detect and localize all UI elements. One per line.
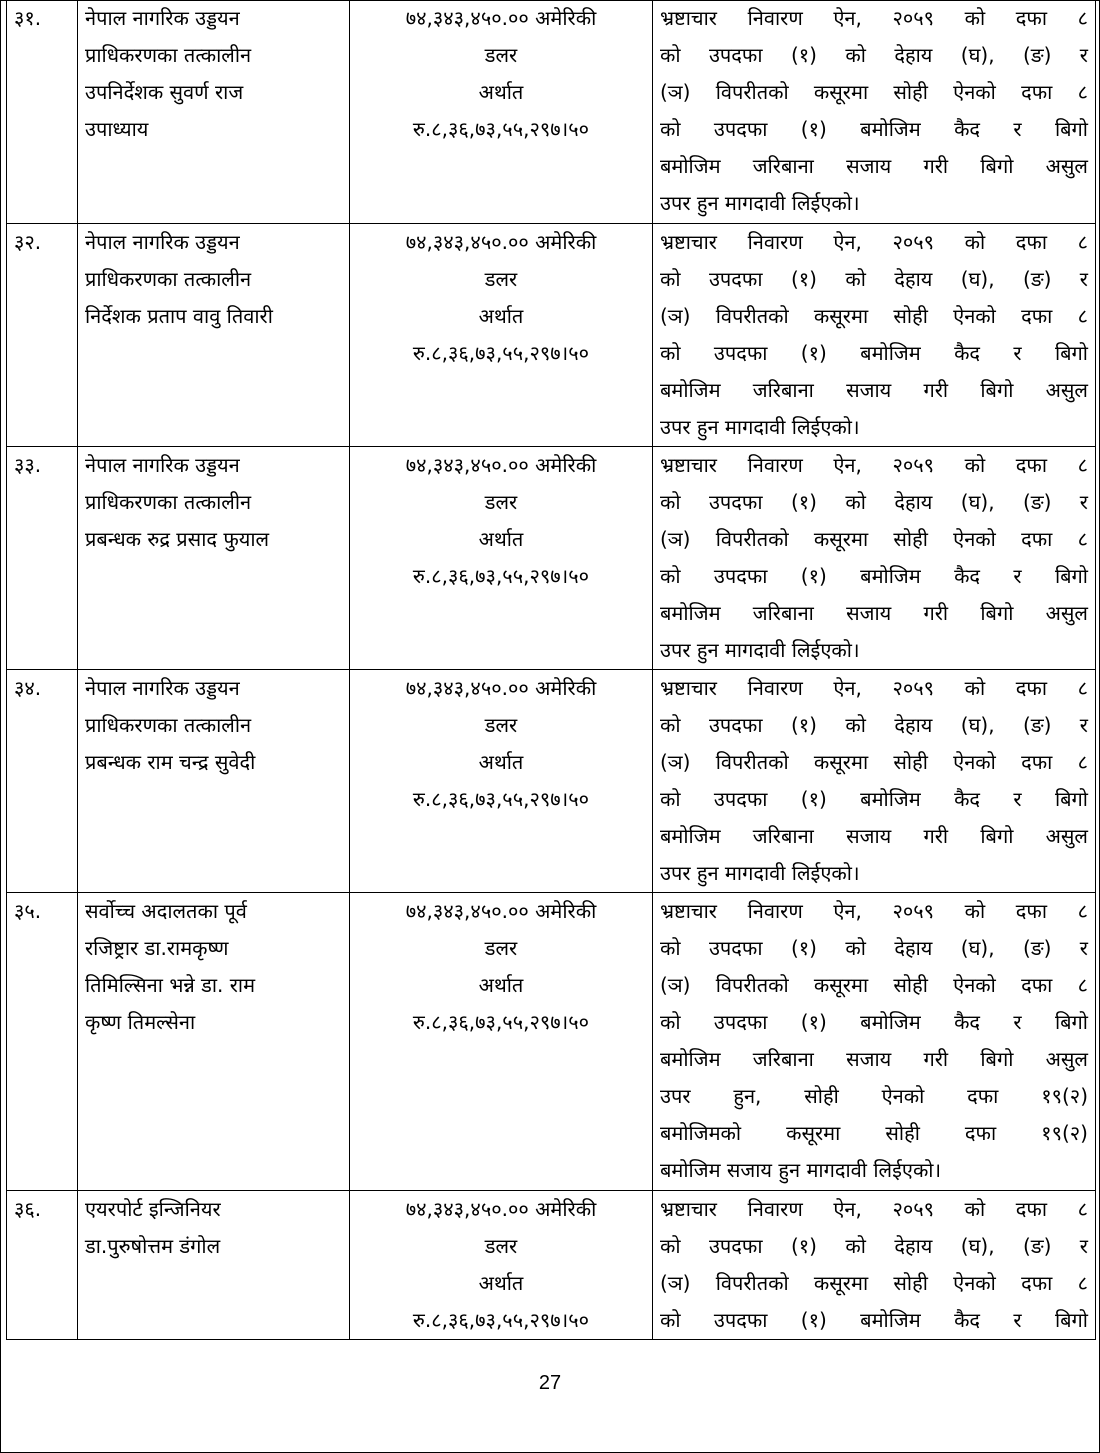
amount-line: अर्थात: [478, 80, 524, 104]
claim-line: भ्रष्टाचार निवारण ऐन, २०५९ को दफा ८: [660, 675, 1088, 700]
page-number: 27: [538, 1372, 562, 1394]
claim-line: को उपदफा (१) बमोजिम कैद र बिगो: [660, 340, 1088, 365]
claim-line: को उपदफा (१) बमोजिम कैद र बिगो: [660, 1307, 1088, 1332]
claim-line: उपर हुन मागदावी लिईएको।: [660, 191, 860, 215]
claim-line: बमोजिम जरिबाना सजाय गरी बिगो असुल: [660, 600, 1088, 625]
case-table-body: [7, 0, 1096, 1339]
amount-line: डलर: [484, 712, 518, 737]
claim-cell: [653, 892, 1096, 1190]
table-row: [7, 0, 1096, 223]
row-number: ३१.: [7, 0, 78, 223]
claim-line: को उपदफा (१) बमोजिम कैद र बिगो: [660, 563, 1088, 588]
defendant-name-cell: [78, 446, 350, 669]
claim-line: (ञ) विपरीतको कसूरमा सोही ऐनको दफा ८: [660, 526, 1088, 551]
defendant-name-line: प्राधिकरणका तत्कालीन: [85, 489, 252, 514]
claim-cell: [653, 1190, 1096, 1339]
defendant-name-line: एयरपोर्ट इन्जिनियर: [85, 1196, 221, 1221]
table-row: [7, 1190, 1096, 1339]
table-row: [7, 446, 1096, 669]
claim-line: बमोजिम जरिबाना सजाय गरी बिगो असुल: [660, 1046, 1088, 1071]
claim-line: (ञ) विपरीतको कसूरमा सोही ऐनको दफा ८: [660, 303, 1088, 328]
claim-line: बमोजिम जरिबाना सजाय गरी बिगो असुल: [660, 823, 1088, 848]
claim-line: को उपदफा (१) बमोजिम कैद र बिगो: [660, 117, 1088, 141]
amount-line: रु.८,३६,७३,५५,२९७।५०: [412, 1307, 590, 1332]
claim-line: (ञ) विपरीतको कसूरमा सोही ऐनको दफा ८: [660, 972, 1088, 997]
amount-line: रु.८,३६,७३,५५,२९७।५०: [412, 786, 590, 811]
defendant-name-cell: [78, 223, 350, 446]
amount-cell: [350, 446, 653, 669]
row-number: ३६.: [7, 1190, 78, 1339]
row-number: ३२.: [7, 223, 78, 446]
claim-line: भ्रष्टाचार निवारण ऐन, २०५९ को दफा ८: [660, 1196, 1088, 1221]
defendant-name-line: नेपाल नागरिक उड्डयन: [85, 452, 240, 477]
claim-line: बमोजिम सजाय हुन मागदावी लिईएको।: [660, 1157, 942, 1182]
amount-line: अर्थात: [478, 749, 524, 774]
amount-line: अर्थात: [478, 972, 524, 997]
table-row: [7, 669, 1096, 892]
table-row: [7, 223, 1096, 446]
claim-cell: [653, 0, 1096, 223]
amount-line: डलर: [484, 1233, 518, 1258]
amount-line: ७४,३४३,४५०.०० अमेरिकी: [405, 898, 597, 923]
amount-line: रु.८,३६,७३,५५,२९७।५०: [412, 340, 590, 365]
defendant-name-cell: [78, 1190, 350, 1339]
amount-line: डलर: [484, 489, 518, 514]
defendant-name-line: कृष्ण तिमल्सेना: [85, 1009, 196, 1034]
claim-line: (ञ) विपरीतको कसूरमा सोही ऐनको दफा ८: [660, 1270, 1088, 1295]
amount-line: रु.८,३६,७३,५५,२९७।५०: [412, 563, 590, 588]
claim-line: बमोजिमको कसूरमा सोही दफा १९(२): [660, 1120, 1088, 1145]
defendant-name-line: प्रबन्धक राम चन्द्र सुवेदी: [85, 749, 256, 774]
defendant-name-line: रजिष्ट्रार डा.रामकृष्ण: [85, 935, 229, 960]
defendant-name-line: प्राधिकरणका तत्कालीन: [85, 266, 252, 291]
amount-line: ७४,३४३,४५०.०० अमेरिकी: [405, 229, 597, 254]
row-number: ३५.: [7, 892, 78, 1190]
amount-cell: [350, 892, 653, 1190]
amount-line: ७४,३४३,४५०.०० अमेरिकी: [405, 452, 597, 477]
amount-cell: [350, 0, 653, 223]
amount-cell: [350, 669, 653, 892]
claim-line: भ्रष्टाचार निवारण ऐन, २०५९ को दफा ८: [660, 6, 1088, 30]
table-row: [7, 892, 1096, 1190]
amount-line: ७४,३४३,४५०.०० अमेरिकी: [405, 6, 597, 30]
claim-line: (ञ) विपरीतको कसूरमा सोही ऐनको दफा ८: [660, 80, 1088, 104]
defendant-name-line: प्रबन्धक रुद्र प्रसाद फुयाल: [85, 526, 270, 551]
defendant-name-line: प्राधिकरणका तत्कालीन: [85, 712, 252, 737]
claim-line: को उपदफा (१) को देहाय (घ), (ङ) र: [660, 266, 1088, 291]
claim-line: को उपदफा (१) को देहाय (घ), (ङ) र: [660, 712, 1088, 737]
amount-line: अर्थात: [478, 1270, 524, 1295]
amount-line: डलर: [484, 266, 518, 291]
claim-line: उपर हुन मागदावी लिईएको।: [660, 860, 860, 885]
claim-line: को उपदफा (१) को देहाय (घ), (ङ) र: [660, 1233, 1088, 1258]
claim-cell: [653, 223, 1096, 446]
defendant-name-line: नेपाल नागरिक उड्डयन: [85, 6, 240, 30]
row-number: ३३.: [7, 446, 78, 669]
amount-line: अर्थात: [478, 303, 524, 328]
amount-line: डलर: [484, 935, 518, 960]
claim-line: बमोजिम जरिबाना सजाय गरी बिगो असुल: [660, 377, 1088, 402]
amount-line: डलर: [484, 43, 518, 67]
defendant-name-cell: [78, 892, 350, 1190]
defendant-name-line: नेपाल नागरिक उड्डयन: [85, 675, 240, 700]
claim-line: उपर हुन मागदावी लिईएको।: [660, 414, 860, 439]
amount-line: रु.८,३६,७३,५५,२९७।५०: [412, 117, 590, 141]
claim-line: भ्रष्टाचार निवारण ऐन, २०५९ को दफा ८: [660, 229, 1088, 254]
case-table: [6, 0, 1096, 1340]
row-number: ३४.: [7, 669, 78, 892]
claim-line: उपर हुन मागदावी लिईएको।: [660, 637, 860, 662]
claim-line: उपर हुन, सोही ऐनको दफा १९(२): [660, 1083, 1088, 1108]
claim-cell: [653, 669, 1096, 892]
defendant-name-line: सर्वोच्च अदालतका पूर्व: [85, 898, 247, 923]
defendant-name-line: डा.पुरुषोत्तम डंगोल: [85, 1233, 221, 1258]
claim-cell: [653, 446, 1096, 669]
defendant-name-line: उपनिर्देशक सुवर्ण राज: [85, 80, 244, 104]
claim-line: भ्रष्टाचार निवारण ऐन, २०५९ को दफा ८: [660, 898, 1088, 923]
claim-line: भ्रष्टाचार निवारण ऐन, २०५९ को दफा ८: [660, 452, 1088, 477]
defendant-name-line: निर्देशक प्रताप वावु तिवारी: [85, 303, 273, 328]
amount-line: अर्थात: [478, 526, 524, 551]
claim-line: को उपदफा (१) को देहाय (घ), (ङ) र: [660, 43, 1088, 67]
claim-line: को उपदफा (१) बमोजिम कैद र बिगो: [660, 1009, 1088, 1034]
defendant-name-line: प्राधिकरणका तत्कालीन: [85, 43, 252, 67]
defendant-name-line: नेपाल नागरिक उड्डयन: [85, 229, 240, 254]
claim-line: (ञ) विपरीतको कसूरमा सोही ऐनको दफा ८: [660, 749, 1088, 774]
defendant-name-line: उपाध्याय: [85, 117, 149, 141]
claim-line: बमोजिम जरिबाना सजाय गरी बिगो असुल: [660, 154, 1088, 178]
amount-cell: [350, 1190, 653, 1339]
amount-cell: [350, 223, 653, 446]
claim-line: को उपदफा (१) को देहाय (घ), (ङ) र: [660, 935, 1088, 960]
amount-line: ७४,३४३,४५०.०० अमेरिकी: [405, 1196, 597, 1221]
amount-line: ७४,३४३,४५०.०० अमेरिकी: [405, 675, 597, 700]
amount-line: रु.८,३६,७३,५५,२९७।५०: [412, 1009, 590, 1034]
defendant-name-cell: [78, 0, 350, 223]
claim-line: को उपदफा (१) बमोजिम कैद र बिगो: [660, 786, 1088, 811]
claim-line: को उपदफा (१) को देहाय (घ), (ङ) र: [660, 489, 1088, 514]
defendant-name-line: तिमिल्सिना भन्ने डा. राम: [85, 972, 256, 997]
defendant-name-cell: [78, 669, 350, 892]
